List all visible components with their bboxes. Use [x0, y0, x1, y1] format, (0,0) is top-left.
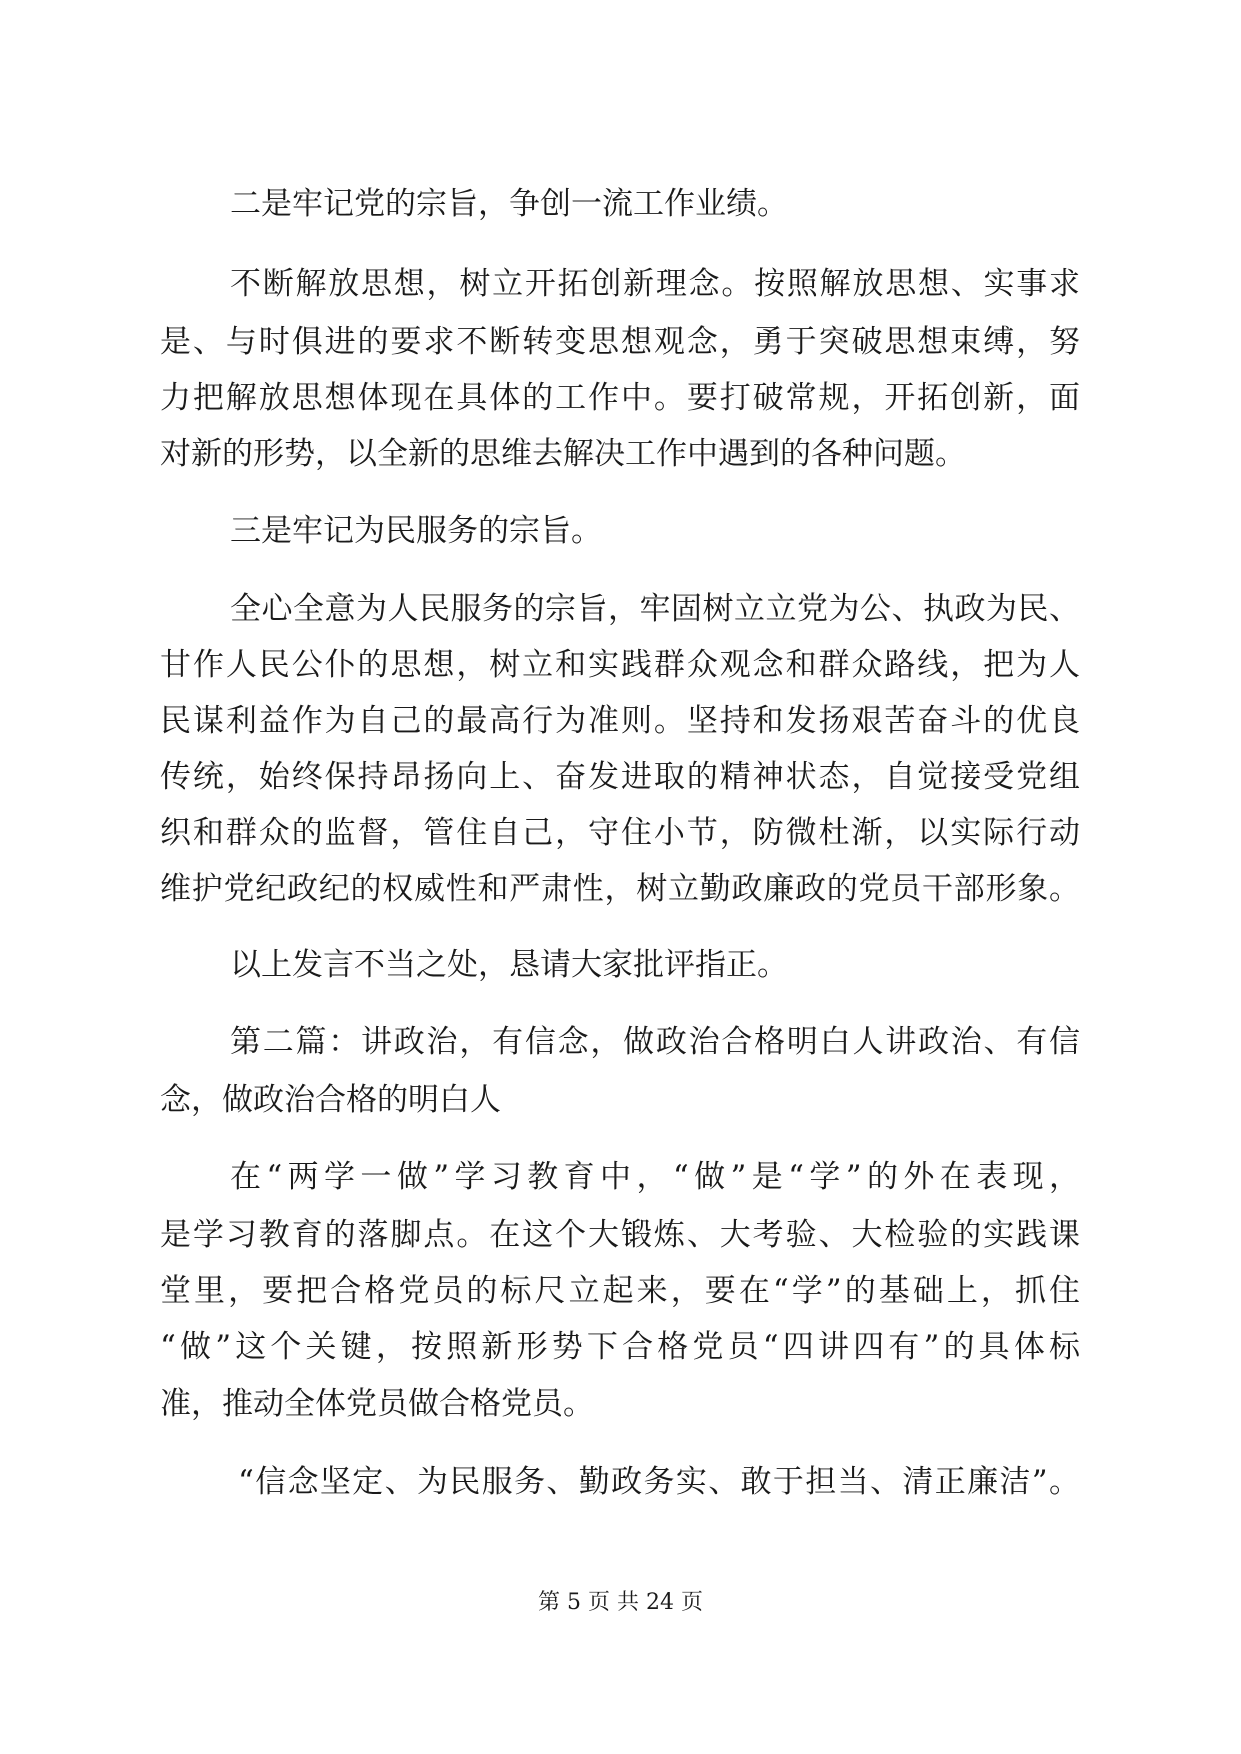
paragraph-line: 以上发言不当之处，恳请大家批评指正。 — [230, 947, 788, 983]
paragraph-line: “信念坚定、为民服务、勤政务实、敢于担当、清正廉洁”。 — [238, 1464, 1080, 1500]
paragraph-line: 三是牢记为民服务的宗旨。 — [230, 513, 602, 549]
paragraph-line: 全心全意为人民服务的宗旨，牢固树立立党为公、执政为民、 — [230, 591, 1080, 627]
paragraph-line: 是、与时俱进的要求不断转变思想观念，勇于突破思想束缚，努 — [160, 324, 1080, 360]
paragraph-line: 在“两学一做”学习教育中，“做”是“学”的外在表现， — [230, 1159, 1080, 1195]
section-heading-line: 念，做政治合格的明白人 — [160, 1082, 501, 1118]
page-number-footer: 第 5 页 共 24 页 — [538, 1590, 703, 1615]
paragraph-line: 力把解放思想体现在具体的工作中。要打破常规，开拓创新，面 — [160, 380, 1080, 416]
paragraph-line: 不断解放思想，树立开拓创新理念。按照解放思想、实事求 — [230, 266, 1080, 302]
paragraph-line: 织和群众的监督，管住自己，守住小节，防微杜渐，以实际行动 — [160, 815, 1080, 851]
paragraph-line: 是学习教育的落脚点。在这个大锻炼、大考验、大检验的实践课 — [160, 1217, 1080, 1253]
section-heading-line: 第二篇：讲政治，有信念，做政治合格明白人讲政治、有信 — [230, 1024, 1080, 1060]
paragraph-line: 对新的形势，以全新的思维去解决工作中遇到的各种问题。 — [160, 436, 966, 472]
paragraph-line: 堂里，要把合格党员的标尺立起来，要在“学”的基础上，抓住 — [160, 1273, 1080, 1309]
paragraph-line: 民谋利益作为自己的最高行为准则。坚持和发扬艰苦奋斗的优良 — [160, 703, 1080, 739]
paragraph-line: 维护党纪政纪的权威性和严肃性，树立勤政廉政的党员干部形象。 — [160, 871, 1080, 907]
paragraph-line: 准，推动全体党员做合格党员。 — [160, 1386, 594, 1422]
paragraph-line: 传统，始终保持昂扬向上、奋发进取的精神状态，自觉接受党组 — [160, 759, 1080, 795]
paragraph-line: “做”这个关键，按照新形势下合格党员“四讲四有”的具体标 — [160, 1329, 1080, 1365]
paragraph-line: 二是牢记党的宗旨，争创一流工作业绩。 — [230, 186, 788, 222]
paragraph-line: 甘作人民公仆的思想，树立和实践群众观念和群众路线，把为人 — [160, 647, 1080, 683]
